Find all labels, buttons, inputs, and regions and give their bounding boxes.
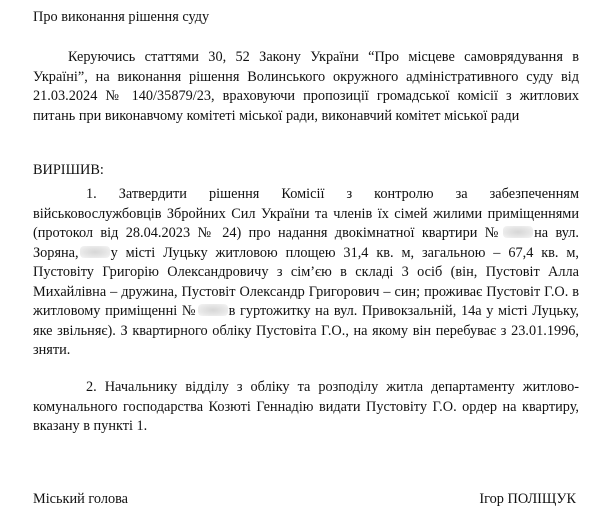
redacted-house-number xyxy=(80,246,110,258)
decision-item-1 xyxy=(33,185,579,361)
preamble-paragraph: Керуючись статтями 30, 52 Закону України “Про місцеве самоврядування в Україні”, на виконання рішення Волинського окружного адміністративного суду від 21.03.2024 № 140/35879/23, враховуючи пропозиції громадської комісії з житлових питань при виконавчому комітеті міської ради, виконавчий комітет міської ради xyxy=(33,49,579,124)
document-title: Про виконання рішення суду xyxy=(33,9,210,25)
item1-text-part4: в гуртожитку на вул. Привокзальній, 14а у місті Луцьку, яке звільняє). З квартирного обліку Пустовіта Г.О., на якому він перебуває з 23.01.1996, зняти. xyxy=(33,303,579,358)
redacted-room-number xyxy=(198,304,228,316)
decision-item-2: 2. Начальнику відділу з обліку та розподілу житла департаменту житлово-комунального господарства Козюті Геннадію видати Пустовіту Г.О. ордер на квартиру, вказану в пункті 1. xyxy=(33,379,579,434)
item1-text-part3: у місті Луцьку житловою площею 31,4 кв. м, загальною – 67,4 кв. м, Пустовіту Григорію Олександровичу з сім’єю в складі 3 осіб (він, Пустовіт Алла Михайлівна – дружина, Пустовіт Олександр Григорович – син; проживає Пустовіт Г.О. в житловому приміщенні № xyxy=(33,244,579,319)
item1-text-part1: 1. Затвердити рішення Комісії з контролю за забезпеченням військовослужбовців Збройних Сил України та членів їх сімей жилими приміщеннями (протокол від 28.04.2023 № 24) про надання двокімнатної квартири № xyxy=(33,186,579,241)
decided-heading: ВИРІШИВ: xyxy=(33,162,104,178)
signature-position: Міський голова xyxy=(33,491,129,507)
signature-name: Ігор ПОЛІЩУК xyxy=(479,491,576,507)
redacted-apartment-number xyxy=(503,226,533,238)
item1-text-part2: на вул. Зоряна, xyxy=(33,225,580,261)
